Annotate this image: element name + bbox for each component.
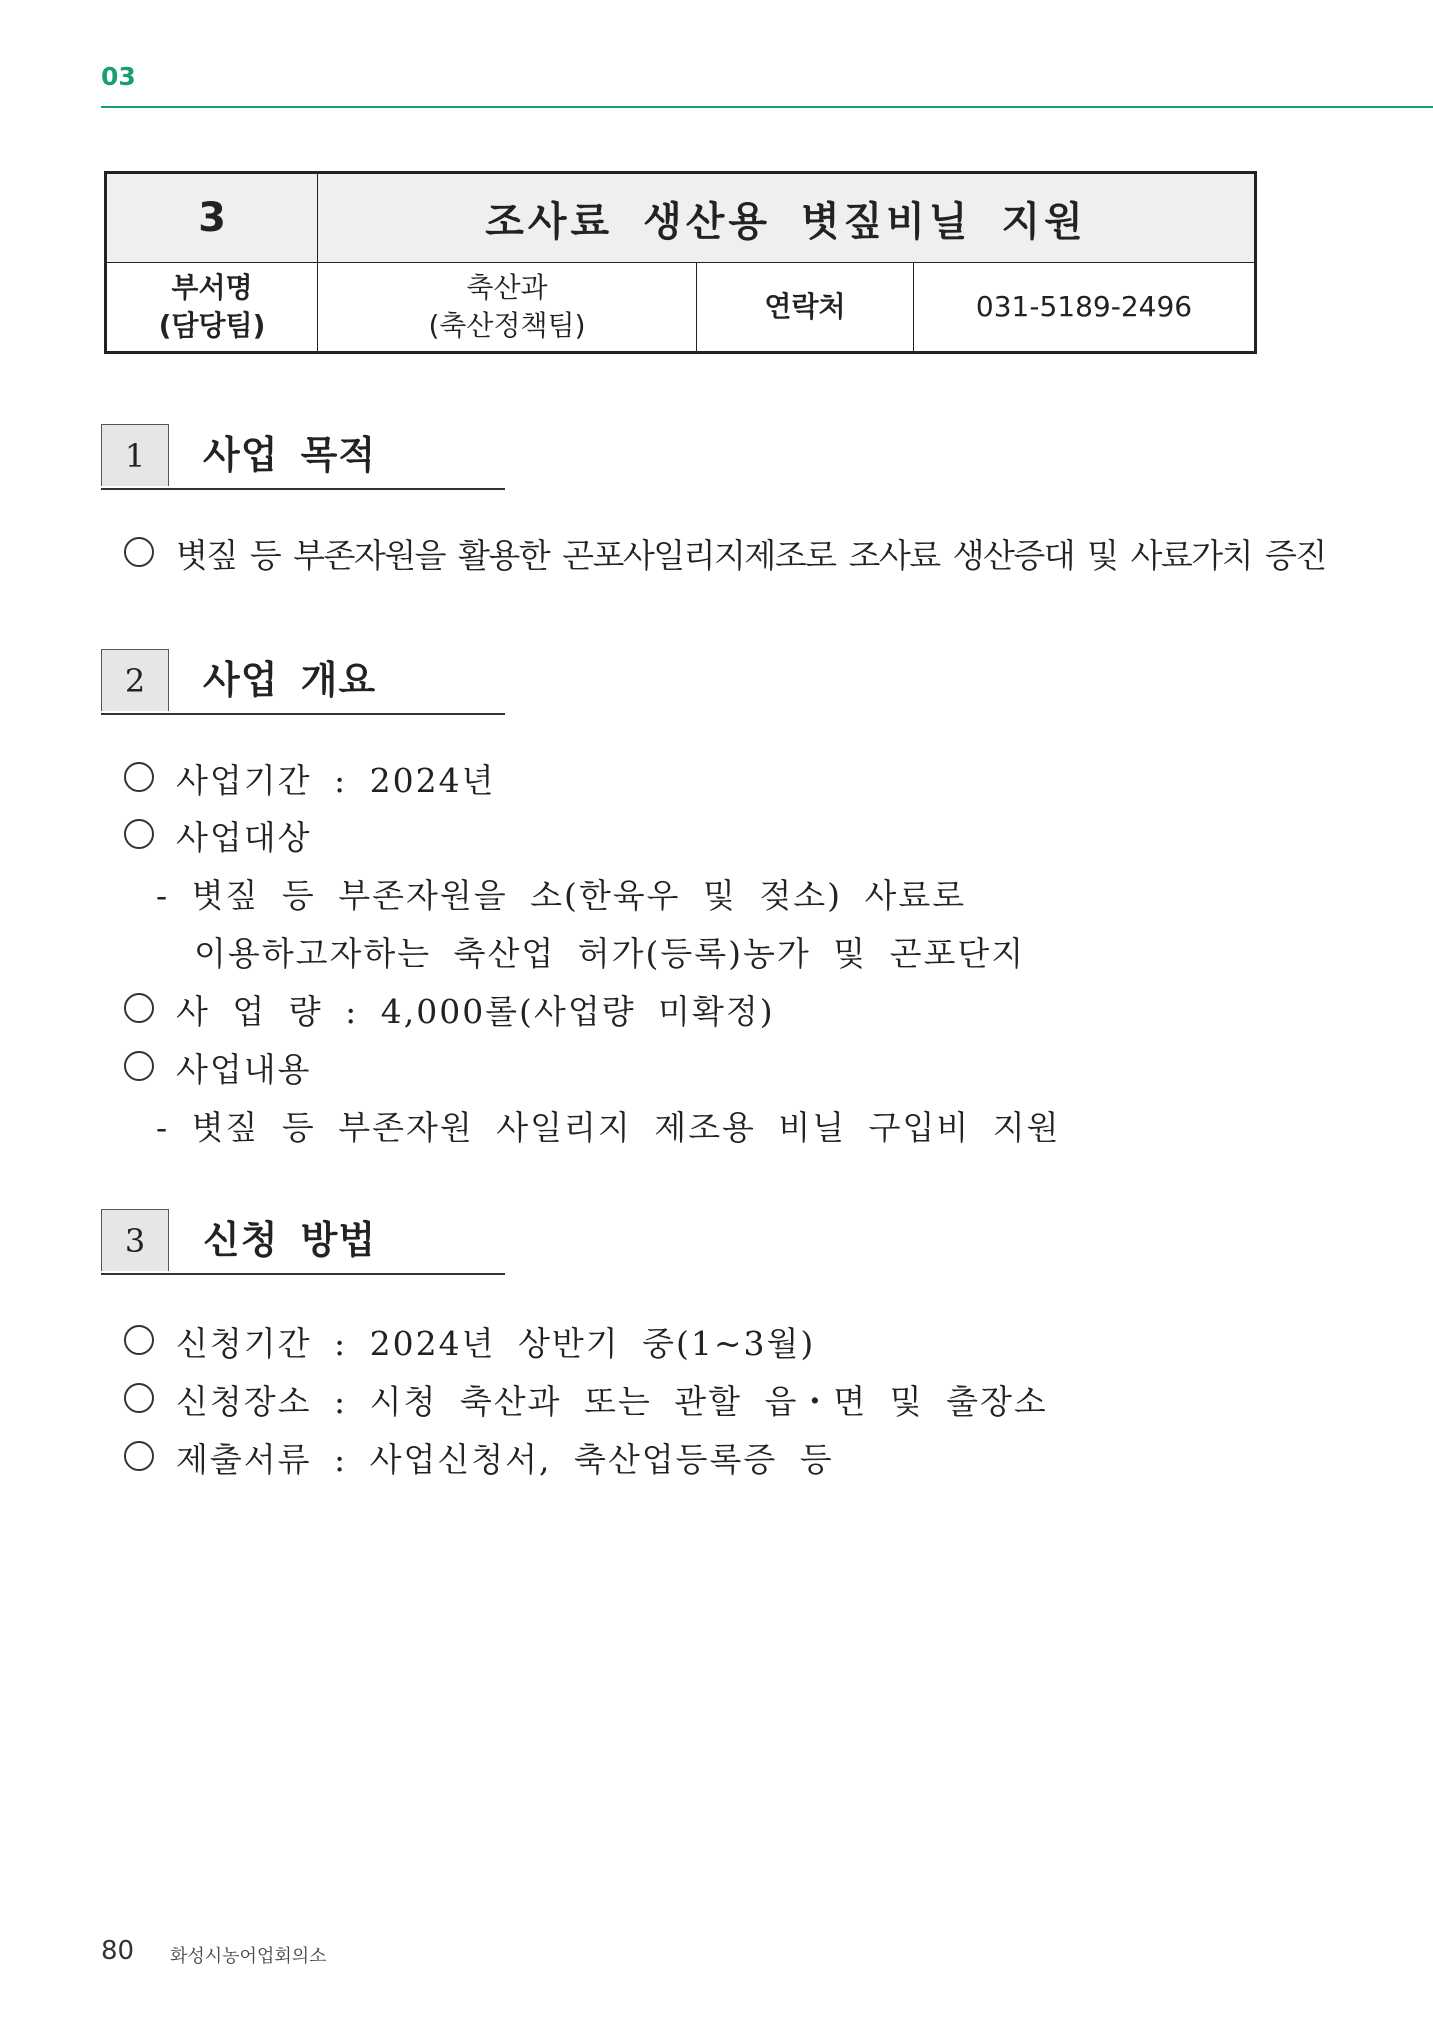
section-number: 1 — [101, 424, 169, 486]
header-rule — [101, 106, 1433, 108]
dept-value-line2: (축산정책팀) — [428, 309, 586, 342]
apply-period: 신청기간 : 2024년 상반기 중(1~3월) — [176, 1324, 816, 1363]
circle-bullet-icon — [124, 1441, 154, 1471]
overview-target-detail: - 볏짚 등 부존자원을 소(한육우 및 젖소) 사료로 — [156, 876, 967, 915]
project-title: 조사료 생산용 볏짚비닐 지원 — [318, 173, 1256, 263]
section-title: 사업 목적 — [203, 433, 377, 477]
overview-target-detail-cont: 이용하고자하는 축산업 허가(등록)농가 및 곤포단지 — [194, 934, 1026, 973]
dept-label-line2: (담당팀) — [158, 309, 266, 342]
purpose-text: 볏짚 등 부존자원을 활용한 곤포사일리지제조로 조사료 생산증대 및 사료가치 증진 — [176, 536, 1326, 575]
project-number: 3 — [106, 173, 318, 263]
section-title: 사업 개요 — [203, 658, 377, 702]
dept-value — [318, 263, 697, 353]
dept-label-line1: 부서명 — [171, 271, 253, 304]
page-number: 80 — [101, 1936, 135, 1966]
section-number: 2 — [101, 649, 169, 711]
dept-value-line1: 축산과 — [466, 271, 548, 304]
overview-content: 사업내용 — [176, 1050, 312, 1089]
circle-bullet-icon — [124, 1325, 154, 1355]
footer-organization: 화성시농어업회의소 — [170, 1946, 327, 1967]
circle-bullet-icon — [124, 993, 154, 1023]
apply-documents: 제출서류 : 사업신청서, 축산업등록증 등 — [176, 1440, 834, 1479]
overview-content-detail: - 볏짚 등 부존자원 사일리지 제조용 비닐 구입비 지원 — [156, 1108, 1061, 1147]
project-info-table — [104, 171, 1257, 354]
overview-volume: 사 업 량 : 4,000롤(사업량 미확정) — [176, 992, 775, 1031]
contact-label: 연락처 — [697, 263, 914, 353]
section-heading-purpose — [101, 424, 505, 490]
circle-bullet-icon — [124, 1383, 154, 1413]
dept-label — [106, 263, 318, 353]
section-heading-apply — [101, 1209, 505, 1275]
section-title: 신청 방법 — [203, 1218, 377, 1262]
circle-bullet-icon — [124, 537, 154, 567]
overview-period: 사업기간 : 2024년 — [176, 761, 496, 800]
chapter-number: 03 — [101, 62, 136, 91]
section-number: 3 — [101, 1209, 169, 1271]
contact-value: 031-5189-2496 — [914, 263, 1256, 353]
overview-target: 사업대상 — [176, 818, 312, 857]
circle-bullet-icon — [124, 819, 154, 849]
circle-bullet-icon — [124, 762, 154, 792]
apply-place: 신청장소 : 시청 축산과 또는 관할 읍・면 및 출장소 — [176, 1382, 1048, 1421]
circle-bullet-icon — [124, 1051, 154, 1081]
section-heading-overview — [101, 649, 505, 715]
